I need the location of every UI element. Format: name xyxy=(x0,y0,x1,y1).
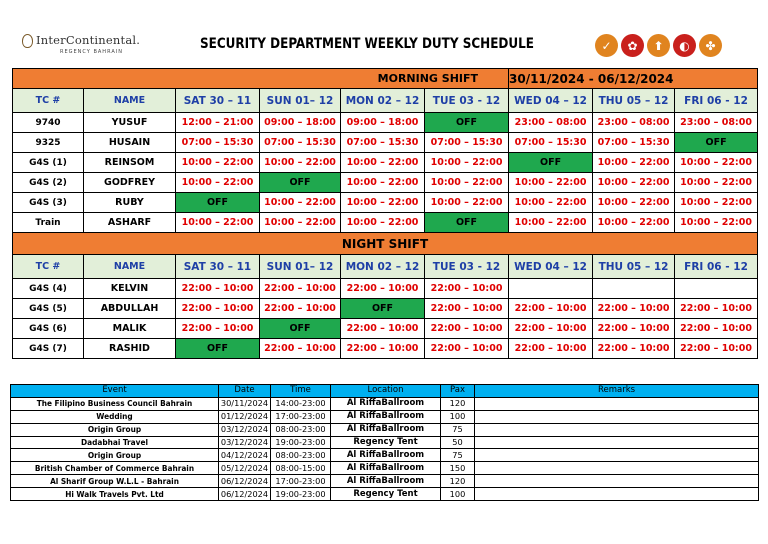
event-date: 03/12/2024 xyxy=(219,423,271,436)
event-pax: 120 xyxy=(441,475,475,488)
shift-title-row xyxy=(13,233,758,255)
shift-title: MORNING SHIFT xyxy=(13,69,509,89)
staff-tc: G4S (1) xyxy=(13,153,84,173)
events-table xyxy=(10,384,759,501)
column-header: NAME xyxy=(84,255,176,279)
staff-row xyxy=(13,213,758,233)
staff-name: KELVIN xyxy=(84,279,176,299)
staff-row xyxy=(13,279,758,299)
event-time: 08:00-23:00 xyxy=(271,423,331,436)
staff-name: REINSOM xyxy=(84,153,176,173)
off-day-cell: OFF xyxy=(425,113,509,133)
column-header: THU 05 – 12 xyxy=(593,255,675,279)
event-row xyxy=(11,488,759,501)
flower-badge-icon: ✿ xyxy=(621,34,644,57)
column-header: TUE 03 - 12 xyxy=(425,255,509,279)
event-location: Al RiffaBallroom xyxy=(331,462,441,475)
event-name: Wedding xyxy=(11,410,219,423)
off-day-cell: OFF xyxy=(260,173,341,193)
event-location: Al RiffaBallroom xyxy=(331,397,441,410)
shift-time-cell xyxy=(509,279,593,299)
shift-time-cell: 22:00 – 10:00 xyxy=(425,339,509,359)
event-date: 06/12/2024 xyxy=(219,475,271,488)
event-time: 19:00-23:00 xyxy=(271,436,331,449)
shift-time-cell: 10:00 – 22:00 xyxy=(509,213,593,233)
event-pax: 150 xyxy=(441,462,475,475)
event-time: 17:00-23:00 xyxy=(271,475,331,488)
event-pax: 75 xyxy=(441,449,475,462)
shift-time-cell: 10:00 – 22:00 xyxy=(260,153,341,173)
shift-time-cell: 10:00 – 22:00 xyxy=(425,153,509,173)
event-row xyxy=(11,449,759,462)
event-date: 03/12/2024 xyxy=(219,436,271,449)
events-column-header: Time xyxy=(271,385,331,398)
staff-name: ABDULLAH xyxy=(84,299,176,319)
event-pax: 120 xyxy=(441,397,475,410)
column-header: THU 05 – 12 xyxy=(593,89,675,113)
column-header: FRI 06 - 12 xyxy=(675,89,758,113)
staff-tc: G4S (4) xyxy=(13,279,84,299)
events-column-header: Location xyxy=(331,385,441,398)
shift-time-cell: 22:00 – 10:00 xyxy=(425,319,509,339)
column-header: SAT 30 – 11 xyxy=(176,255,260,279)
shift-time-cell: 22:00 – 10:00 xyxy=(593,299,675,319)
event-location: Regency Tent xyxy=(331,488,441,501)
event-location: Regency Tent xyxy=(331,436,441,449)
event-date: 05/12/2024 xyxy=(219,462,271,475)
shift-time-cell: 22:00 – 10:00 xyxy=(341,339,425,359)
event-location: Al RiffaBallroom xyxy=(331,410,441,423)
events-header-row xyxy=(11,385,759,398)
shift-time-cell: 10:00 – 22:00 xyxy=(341,213,425,233)
shift-time-cell: 09:00 – 18:00 xyxy=(341,113,425,133)
logo-emblem-icon xyxy=(22,34,33,48)
staff-tc: G4S (5) xyxy=(13,299,84,319)
shift-time-cell: 07:00 – 15:30 xyxy=(176,133,260,153)
event-time: 08:00-15:00 xyxy=(271,462,331,475)
shift-time-cell: 12:00 – 21:00 xyxy=(176,113,260,133)
shift-time-cell: 22:00 – 10:00 xyxy=(425,279,509,299)
shift-time-cell: 10:00 – 22:00 xyxy=(593,173,675,193)
shift-time-cell: 10:00 – 22:00 xyxy=(425,173,509,193)
off-day-cell: OFF xyxy=(341,299,425,319)
shift-time-cell xyxy=(593,279,675,299)
shift-time-cell: 22:00 – 10:00 xyxy=(509,319,593,339)
shift-time-cell: 10:00 – 22:00 xyxy=(675,193,758,213)
shift-time-cell: 10:00 – 22:00 xyxy=(260,193,341,213)
column-header: TUE 03 - 12 xyxy=(425,89,509,113)
event-remarks xyxy=(475,449,759,462)
column-header: MON 02 – 12 xyxy=(341,89,425,113)
event-date: 06/12/2024 xyxy=(219,488,271,501)
shift-time-cell: 07:00 – 15:30 xyxy=(593,133,675,153)
staff-row xyxy=(13,133,758,153)
off-day-cell: OFF xyxy=(509,153,593,173)
event-row xyxy=(11,462,759,475)
shift-time-cell: 22:00 – 10:00 xyxy=(593,339,675,359)
staff-row xyxy=(13,153,758,173)
shift-time-cell: 10:00 – 22:00 xyxy=(675,153,758,173)
event-row xyxy=(11,475,759,488)
off-day-cell: OFF xyxy=(176,193,260,213)
logo-brand: InterContinental. xyxy=(36,33,141,47)
event-date: 01/12/2024 xyxy=(219,410,271,423)
shift-time-cell: 10:00 – 22:00 xyxy=(675,173,758,193)
shift-time-cell: 22:00 – 10:00 xyxy=(675,319,758,339)
staff-row xyxy=(13,339,758,359)
column-header: TC # xyxy=(13,255,84,279)
staff-row xyxy=(13,173,758,193)
event-row xyxy=(11,397,759,410)
column-header: NAME xyxy=(84,89,176,113)
event-row xyxy=(11,436,759,449)
event-pax: 50 xyxy=(441,436,475,449)
column-header-row xyxy=(13,255,758,279)
event-remarks xyxy=(475,397,759,410)
event-name: The Filipino Business Council Bahrain xyxy=(11,397,219,410)
shift-time-cell: 22:00 – 10:00 xyxy=(260,279,341,299)
hands-badge-icon: ✤ xyxy=(699,34,722,57)
staff-row xyxy=(13,319,758,339)
shift-time-cell: 22:00 – 10:00 xyxy=(675,299,758,319)
column-header: MON 02 – 12 xyxy=(341,255,425,279)
shift-time-cell: 10:00 – 22:00 xyxy=(341,153,425,173)
column-header: TC # xyxy=(13,89,84,113)
event-time: 19:00-23:00 xyxy=(271,488,331,501)
event-remarks xyxy=(475,462,759,475)
shift-time-cell: 22:00 – 10:00 xyxy=(593,319,675,339)
checkmark-badge-icon: ✓ xyxy=(595,34,618,57)
staff-name: HUSAIN xyxy=(84,133,176,153)
event-remarks xyxy=(475,436,759,449)
shift-time-cell: 10:00 – 22:00 xyxy=(260,213,341,233)
event-name: Dadabhai Travel xyxy=(11,436,219,449)
off-day-cell: OFF xyxy=(260,319,341,339)
off-day-cell: OFF xyxy=(425,213,509,233)
shift-time-cell xyxy=(675,279,758,299)
staff-name: RASHID xyxy=(84,339,176,359)
shift-time-cell: 22:00 – 10:00 xyxy=(341,319,425,339)
column-header: SUN 01– 12 xyxy=(260,255,341,279)
shift-time-cell: 23:00 – 08:00 xyxy=(509,113,593,133)
shift-time-cell: 07:00 – 15:30 xyxy=(425,133,509,153)
off-day-cell: OFF xyxy=(675,133,758,153)
events-column-header: Date xyxy=(219,385,271,398)
shift-time-cell: 23:00 – 08:00 xyxy=(675,113,758,133)
staff-tc: G4S (2) xyxy=(13,173,84,193)
staff-name: YUSUF xyxy=(84,113,176,133)
shift-time-cell: 10:00 – 22:00 xyxy=(176,173,260,193)
event-date: 30/11/2024 xyxy=(219,397,271,410)
event-location: Al RiffaBallroom xyxy=(331,475,441,488)
events-column-header: Event xyxy=(11,385,219,398)
shift-time-cell: 10:00 – 22:00 xyxy=(593,193,675,213)
shift-time-cell: 22:00 – 10:00 xyxy=(675,339,758,359)
shift-time-cell: 10:00 – 22:00 xyxy=(176,153,260,173)
shift-time-cell: 22:00 – 10:00 xyxy=(509,299,593,319)
shift-time-cell: 22:00 – 10:00 xyxy=(509,339,593,359)
event-name: British Chamber of Commerce Bahrain xyxy=(11,462,219,475)
staff-tc: G4S (3) xyxy=(13,193,84,213)
event-pax: 75 xyxy=(441,423,475,436)
column-header: WED 04 – 12 xyxy=(509,89,593,113)
event-pax: 100 xyxy=(441,410,475,423)
award-badges xyxy=(595,34,722,58)
event-location: Al RiffaBallroom xyxy=(331,449,441,462)
staff-name: ASHARF xyxy=(84,213,176,233)
off-day-cell: OFF xyxy=(176,339,260,359)
staff-name: RUBY xyxy=(84,193,176,213)
shift-time-cell: 07:00 – 15:30 xyxy=(341,133,425,153)
shift-time-cell: 10:00 – 22:00 xyxy=(509,193,593,213)
shift-time-cell: 10:00 – 22:00 xyxy=(675,213,758,233)
shift-time-cell: 22:00 – 10:00 xyxy=(176,299,260,319)
event-time: 14:00-23:00 xyxy=(271,397,331,410)
staff-tc: 9325 xyxy=(13,133,84,153)
event-row xyxy=(11,423,759,436)
event-date: 04/12/2024 xyxy=(219,449,271,462)
column-header: SAT 30 – 11 xyxy=(176,89,260,113)
event-time: 08:00-23:00 xyxy=(271,449,331,462)
event-name: Origin Group xyxy=(11,423,219,436)
shift-time-cell: 10:00 – 22:00 xyxy=(593,213,675,233)
event-remarks xyxy=(475,475,759,488)
shift-time-cell: 22:00 – 10:00 xyxy=(425,299,509,319)
events-column-header: Remarks xyxy=(475,385,759,398)
column-header: FRI 06 - 12 xyxy=(675,255,758,279)
column-header: SUN 01– 12 xyxy=(260,89,341,113)
staff-tc: Train xyxy=(13,213,84,233)
event-time: 17:00-23:00 xyxy=(271,410,331,423)
shift-time-cell: 23:00 – 08:00 xyxy=(593,113,675,133)
staff-tc: 9740 xyxy=(13,113,84,133)
event-location: Al RiffaBallroom xyxy=(331,423,441,436)
shift-time-cell: 10:00 – 22:00 xyxy=(341,173,425,193)
event-name: Origin Group xyxy=(11,449,219,462)
page-title: SECURITY DEPARTMENT WEEKLY DUTY SCHEDULE xyxy=(200,36,534,52)
event-remarks xyxy=(475,410,759,423)
column-header: WED 04 – 12 xyxy=(509,255,593,279)
shift-time-cell: 10:00 – 22:00 xyxy=(341,193,425,213)
shift-time-cell: 22:00 – 10:00 xyxy=(341,279,425,299)
event-row xyxy=(11,410,759,423)
event-name: Al Sharif Group W.L.L - Bahrain xyxy=(11,475,219,488)
shift-time-cell: 22:00 – 10:00 xyxy=(176,319,260,339)
date-range: 30/11/2024 - 06/12/2024 xyxy=(509,69,758,89)
shift-time-cell: 22:00 – 10:00 xyxy=(176,279,260,299)
shift-time-cell: 10:00 – 22:00 xyxy=(509,173,593,193)
column-header-row xyxy=(13,89,758,113)
shift-time-cell: 07:00 – 15:30 xyxy=(509,133,593,153)
staff-tc: G4S (7) xyxy=(13,339,84,359)
logo-subtitle: REGENCY BAHRAIN xyxy=(60,49,123,55)
shift-time-cell: 09:00 – 18:00 xyxy=(260,113,341,133)
duty-schedule-table xyxy=(12,68,758,359)
event-remarks xyxy=(475,423,759,436)
arrow-up-badge-icon: ⬆ xyxy=(647,34,670,57)
shift-time-cell: 22:00 – 10:00 xyxy=(260,339,341,359)
staff-name: GODFREY xyxy=(84,173,176,193)
event-name: Hi Walk Travels Pvt. Ltd xyxy=(11,488,219,501)
shift-time-cell: 07:00 – 15:30 xyxy=(260,133,341,153)
staff-row xyxy=(13,113,758,133)
staff-tc: G4S (6) xyxy=(13,319,84,339)
event-pax: 100 xyxy=(441,488,475,501)
shift-time-cell: 10:00 – 22:00 xyxy=(425,193,509,213)
staff-name: MALIK xyxy=(84,319,176,339)
circle-badge-icon: ◐ xyxy=(673,34,696,57)
staff-row xyxy=(13,299,758,319)
hotel-logo xyxy=(22,33,162,63)
shift-time-cell: 22:00 – 10:00 xyxy=(260,299,341,319)
events-column-header: Pax xyxy=(441,385,475,398)
shift-title-row xyxy=(13,69,758,89)
shift-time-cell: 10:00 – 22:00 xyxy=(176,213,260,233)
staff-row xyxy=(13,193,758,213)
shift-title: NIGHT SHIFT xyxy=(13,233,758,255)
event-remarks xyxy=(475,488,759,501)
shift-time-cell: 10:00 – 22:00 xyxy=(593,153,675,173)
